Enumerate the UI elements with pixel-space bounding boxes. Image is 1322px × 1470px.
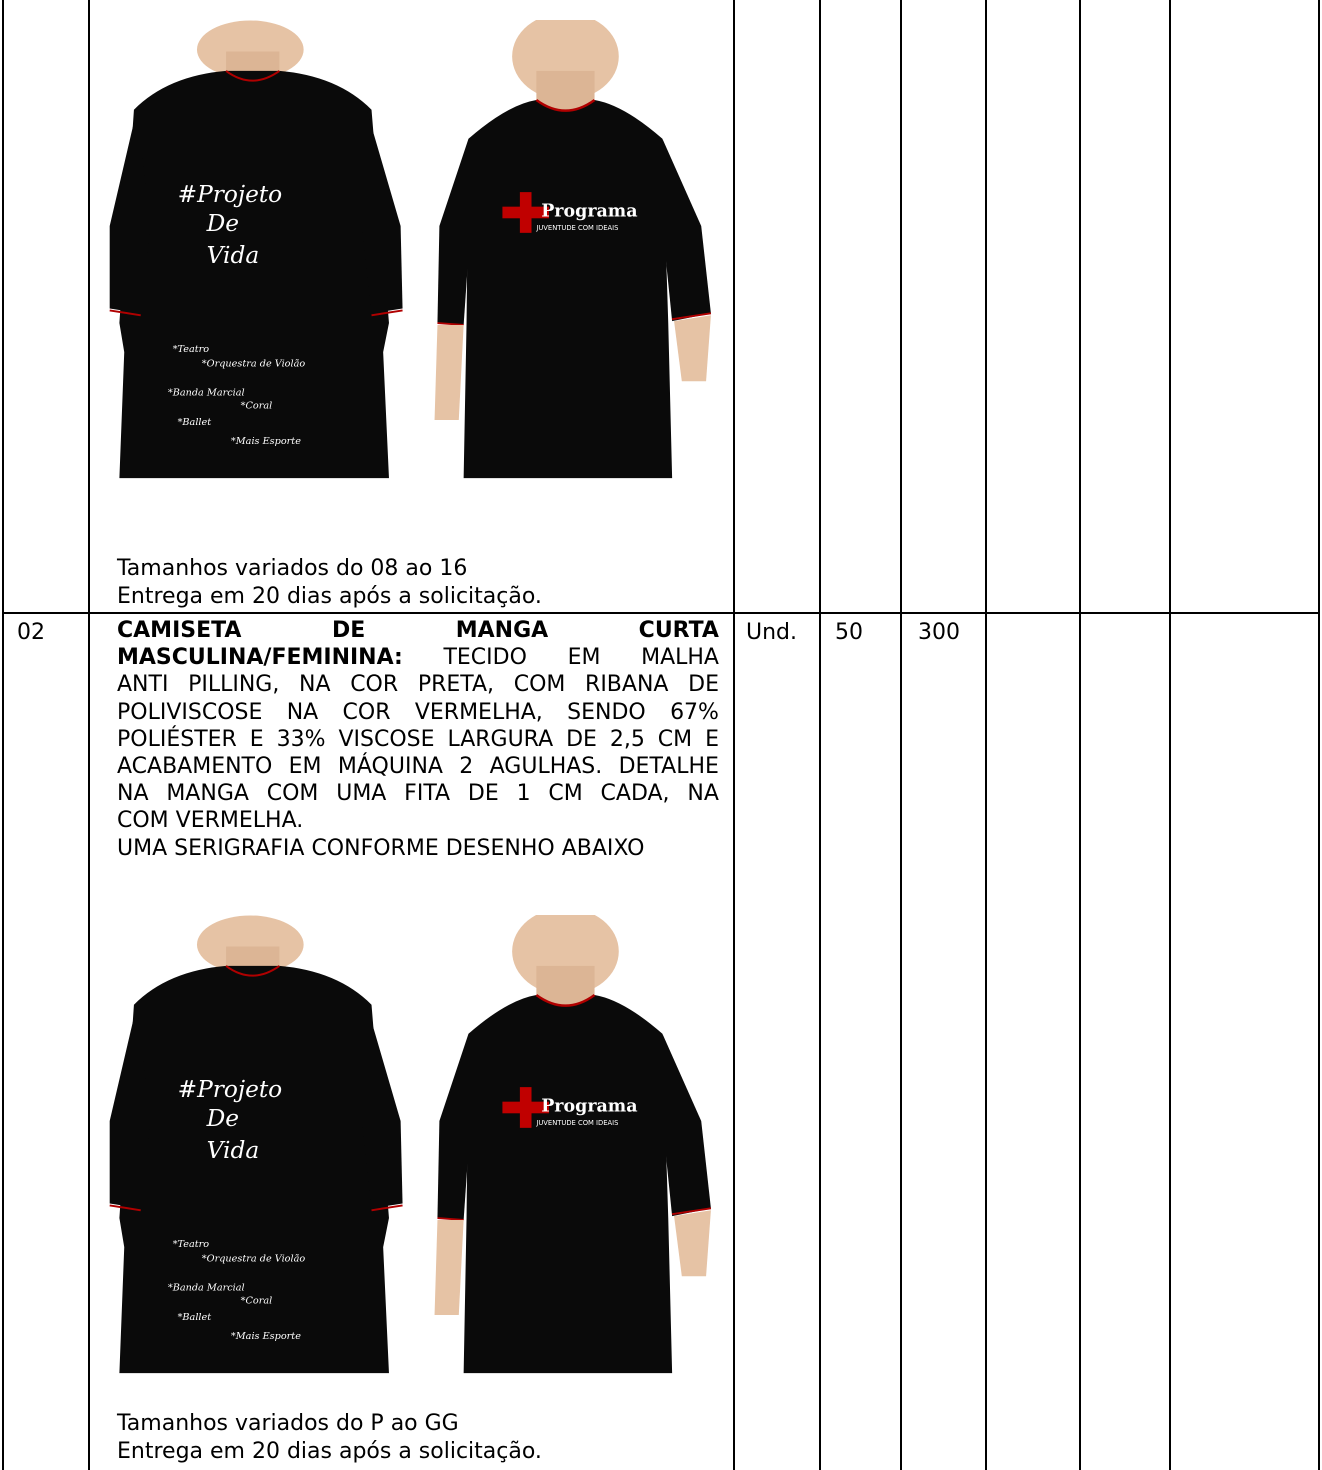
desc-line-5: POLIÉSTER E 33% VISCOSE LARGURA DE 2,5 CM E <box>117 726 719 752</box>
row1-size-note: Tamanhos variados do 08 ao 16 <box>117 556 468 581</box>
back-title-1: #Projeto <box>177 1075 283 1103</box>
activity-6: *Mais Esporte <box>230 436 301 448</box>
back-title-2: De <box>206 1104 240 1132</box>
front-tagline: JUVENTUDE COM IDEAIS <box>536 1118 619 1127</box>
activity-2: *Orquestra de Violão <box>201 1253 306 1265</box>
activity-3: *Banda Marcial <box>167 387 245 399</box>
back-title-2: De <box>206 209 240 237</box>
desc-line-7: NA MANGA COM UMA FITA DE 1 CM CADA, NA <box>117 781 719 807</box>
desc-line-4: POLIVISCOSE NA COR VERMELHA, SENDO 67% <box>117 699 719 725</box>
front-brand: Programa <box>541 201 638 222</box>
activity-4: *Coral <box>240 1295 273 1307</box>
table-border-right <box>1318 0 1320 1470</box>
back-title-3: Vida <box>206 241 260 269</box>
item-description <box>117 617 719 862</box>
desc-line-3: ANTI PILLING, NA COR PRETA, COM RIBANA DE <box>117 672 719 698</box>
activity-3: *Banda Marcial <box>167 1282 245 1294</box>
desc-line-1: CAMISETA DE MANGA CURTA <box>117 618 719 643</box>
row2-delivery-note: Entrega em 20 dias após a solicitação. <box>117 1439 542 1464</box>
col-divider-7 <box>1169 0 1171 1470</box>
col-divider-4 <box>900 0 902 1470</box>
activity-6: *Mais Esporte <box>230 1331 301 1343</box>
shirt-image-row1 <box>100 20 740 500</box>
activity-5: *Ballet <box>177 1311 212 1323</box>
col-divider-5 <box>985 0 987 1470</box>
activity-2: *Orquestra de Violão <box>201 358 306 370</box>
desc-line-6: ACABAMENTO EM MÁQUINA 2 AGULHAS. DETALHE <box>117 754 719 780</box>
activity-4: *Coral <box>240 400 273 412</box>
desc-line-8: COM VERMELHA. <box>117 808 304 834</box>
table-border-left <box>2 0 4 1470</box>
row-divider <box>2 612 1320 614</box>
front-tagline: JUVENTUDE COM IDEAIS <box>536 223 619 232</box>
back-title-3: Vida <box>206 1136 260 1164</box>
unit-cell: Und. <box>746 620 798 645</box>
activity-5: *Ballet <box>177 416 212 428</box>
desc-line-9: UMA SERIGRAFIA CONFORME DESENHO ABAIXO <box>117 835 645 861</box>
col-divider-3 <box>819 0 821 1470</box>
activity-1: *Teatro <box>172 1239 210 1251</box>
shirt-image-row2 <box>100 915 740 1395</box>
front-brand: Programa <box>541 1096 638 1117</box>
row2-size-note: Tamanhos variados do P ao GG <box>117 1411 459 1436</box>
col-divider-6 <box>1079 0 1081 1470</box>
back-title-1: #Projeto <box>177 180 283 208</box>
qty-max-cell: 300 <box>918 620 960 645</box>
item-number: 02 <box>17 620 45 645</box>
desc-line-2: MASCULINA/FEMININA: TECIDO EM MALHA <box>117 645 719 671</box>
activity-1: *Teatro <box>172 344 210 356</box>
row1-delivery-note: Entrega em 20 dias após a solicitação. <box>117 584 542 609</box>
col-divider-1 <box>88 0 90 1470</box>
qty-min-cell: 50 <box>835 620 863 645</box>
